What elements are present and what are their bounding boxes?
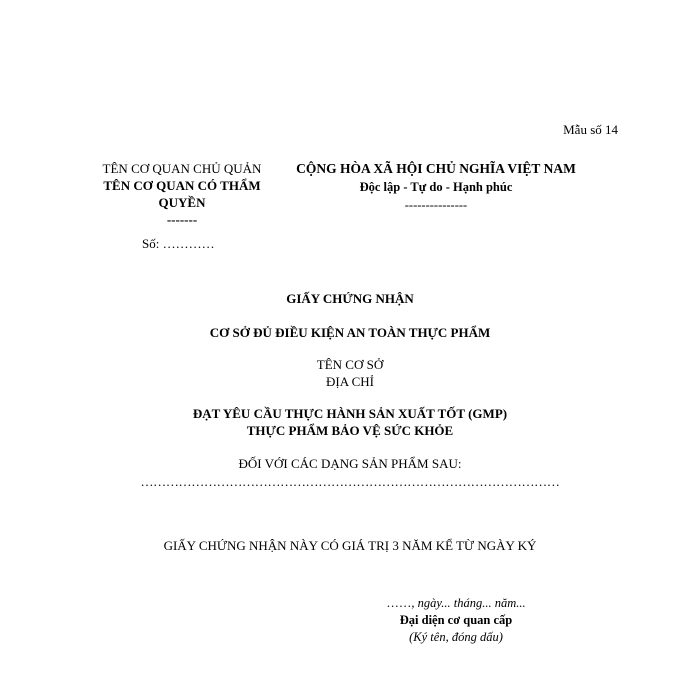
date-placeholder: ngày... tháng... năm...	[417, 596, 526, 610]
facility-address: ĐỊA CHỈ	[325, 374, 375, 389]
form-number: Mẫu số 14	[563, 122, 618, 137]
document-number: Số: …………	[142, 236, 215, 251]
place-placeholder: ……,	[386, 596, 415, 610]
place-date-line	[356, 596, 556, 611]
products-fill-line: ………………………………………………………………………………………	[140, 474, 560, 489]
agency-separator: -------	[166, 212, 198, 227]
competent-agency-name-cont: QUYỀN	[158, 195, 206, 210]
issuing-agency-block	[90, 160, 274, 228]
gmp-requirement: ĐẠT YÊU CẦU THỰC HÀNH SẢN XUẤT TỐT (GMP)	[192, 406, 508, 421]
facility-name: TÊN CƠ SỞ	[316, 357, 384, 372]
product-category: THỰC PHẨM BẢO VỆ SỨC KHỎE	[246, 423, 454, 438]
products-label: ĐỐI VỚI CÁC DẠNG SẢN PHẨM SAU:	[238, 456, 462, 471]
competent-agency-name: TÊN CƠ QUAN CÓ THẨM	[103, 178, 261, 193]
country-name: CỘNG HÒA XÃ HỘI CHỦ NGHĨA VIỆT NAM	[296, 161, 576, 176]
national-motto-block	[286, 160, 586, 214]
issuer-representative: Đại diện cơ quan cấp	[399, 613, 513, 627]
motto-separator: ---------------	[404, 198, 468, 212]
certificate-title: GIẤY CHỨNG NHẬN	[286, 291, 414, 306]
parent-agency-name: TÊN CƠ QUAN CHỦ QUẢN	[102, 161, 262, 176]
validity-statement: GIẤY CHỨNG NHẬN NÀY CÓ GIÁ TRỊ 3 NĂM KỂ TỪ NGÀY KÝ	[163, 538, 537, 553]
national-motto: Độc lập - Tự do - Hạnh phúc	[359, 180, 513, 194]
signature-note: (Ký tên, đóng dấu)	[409, 630, 503, 644]
certificate-subtitle: CƠ SỞ ĐỦ ĐIỀU KIỆN AN TOÀN THỰC PHẨM	[209, 325, 491, 340]
